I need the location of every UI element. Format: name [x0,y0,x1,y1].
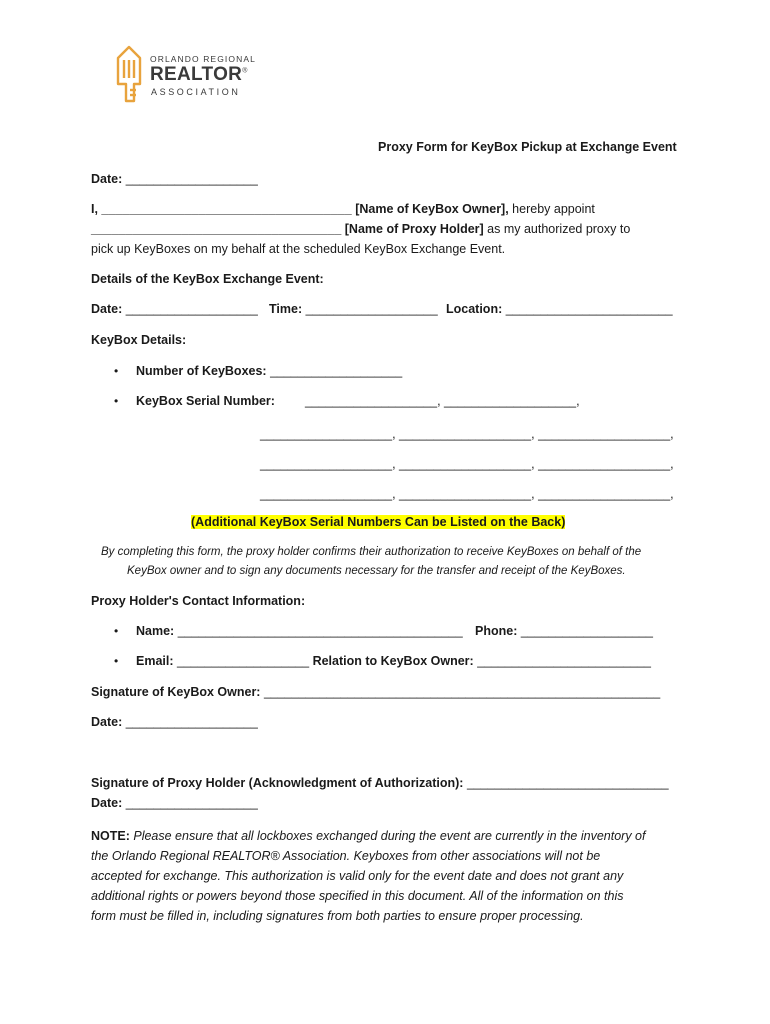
bullet-icon: • [114,654,119,668]
holder-phone-field [475,624,653,638]
holder-phone-label: Phone: [475,624,521,638]
holder-date-label: Date: [91,796,126,810]
holder-signature-input[interactable]: _____________________________ [466,776,669,790]
holder-signature-label: Signature of Proxy Holder (Acknowledgment of Authorization): [91,776,467,790]
event-time-label: Time: [269,302,306,316]
contact-heading: Proxy Holder's Contact Information: [91,594,306,608]
event-location-label: Location: [446,302,506,316]
holder-phone-input[interactable]: ___________________ [520,624,653,638]
date-blank[interactable]: ___________________ [125,172,258,186]
form-title: Proxy Form for KeyBox Pickup at Exchange Event [378,140,677,154]
association-logo [112,44,262,106]
holder-signature-field [91,776,669,790]
note-line-2: the Orlando Regional REALTOR® Association. Keyboxes from other associations will not be [91,849,601,863]
bullet-icon: • [114,624,119,638]
event-date-blank[interactable]: ___________________ [125,302,258,316]
owner-name-blank[interactable]: ____________________________________ [101,202,352,216]
event-details-row [91,302,258,316]
event-location [446,302,673,316]
date-field[interactable] [91,172,258,186]
serial-number-label: KeyBox Serial Number: [136,394,275,408]
keybox-count-label: Number of KeyBoxes: [136,364,271,378]
holder-name-field [136,624,463,638]
event-details-heading: Details of the KeyBox Exchange Event: [91,272,324,286]
keybox-details-heading: KeyBox Details: [91,333,187,347]
serial-number-row-3[interactable]: ___________________, ___________________, ___________________, [260,457,674,471]
holder-date-field [91,796,258,810]
keybox-count-field [136,364,402,378]
logo-text-orlando-regional: ORLANDO REGIONAL [150,54,256,64]
appoint-line-1: I, ____________________________________ [Name of KeyBox Owner], hereby appoint [91,202,595,216]
appoint-line-3: pick up KeyBoxes on my behalf at the scheduled KeyBox Exchange Event. [91,242,506,256]
note-line-1: NOTE: Please ensure that all lockboxes exchanged during the event are currently in the inventory of [91,829,646,843]
holder-date-input[interactable]: ___________________ [125,796,258,810]
owner-date-label: Date: [91,715,126,729]
keybox-count-blank[interactable]: ___________________ [270,364,403,378]
serial-number-row-1[interactable]: ___________________, ___________________, [305,394,580,408]
holder-name-input[interactable]: _________________________________________ [177,624,463,638]
note-paragraph [91,826,681,926]
holder-email-input[interactable]: ___________________ [177,654,310,668]
note-line-5: form must be filled in, including signatures from both parties to ensure proper processing. [91,909,584,923]
relation-input[interactable]: _________________________ [477,654,651,668]
holder-email-label: Email: [136,654,177,668]
holder-email-field [136,654,651,668]
logo-text-association: ASSOCIATION [151,87,241,97]
holder-name-blank[interactable]: ____________________________________ [91,222,342,236]
serial-number-row-2[interactable]: ___________________, ___________________, ___________________, [260,427,674,441]
owner-signature-field [91,685,660,699]
date-label: Date: [91,172,123,186]
relation-label: Relation to KeyBox Owner: [309,654,478,668]
serial-number-row-4[interactable]: ___________________, ___________________, ___________________, [260,487,674,501]
note-line-4: additional rights or powers beyond those specified in this document. All of the information on this [91,889,624,903]
additional-serials-note: (Additional KeyBox Serial Numbers Can be Listed on the Back) [191,515,566,529]
bullet-icon: • [114,394,119,408]
appoint-line-2: ____________________________________ [Name of Proxy Holder] as my authorized proxy to [91,222,631,236]
event-time [269,302,438,316]
bullet-icon: • [114,364,119,378]
holder-name-label: [Name of Proxy Holder] [344,222,484,236]
owner-signature-input[interactable]: _________________________________________________________ [263,685,661,699]
owner-date-input[interactable]: ___________________ [125,715,258,729]
event-time-blank[interactable]: ___________________ [305,302,438,316]
owner-date-field [91,715,258,729]
note-line-3: accepted for exchange. This authorization is valid only for the event date and does not grant any [91,869,624,883]
holder-name-field-label: Name: [136,624,178,638]
consent-line-2: KeyBox owner and to sign any documents necessary for the transfer and receipt of the KeyBoxes. [127,565,626,577]
event-location-blank[interactable]: ________________________ [505,302,673,316]
note-label: NOTE: [91,829,130,843]
key-building-icon [112,44,146,104]
owner-name-label: [Name of KeyBox Owner], [355,202,509,216]
owner-signature-label: Signature of KeyBox Owner: [91,685,264,699]
event-date-label: Date: [91,302,126,316]
logo-text-realtor: REALTOR® [150,64,248,85]
consent-line-1: By completing this form, the proxy holder confirms their authorization to receive KeyBoxes on behalf of the [101,546,642,558]
